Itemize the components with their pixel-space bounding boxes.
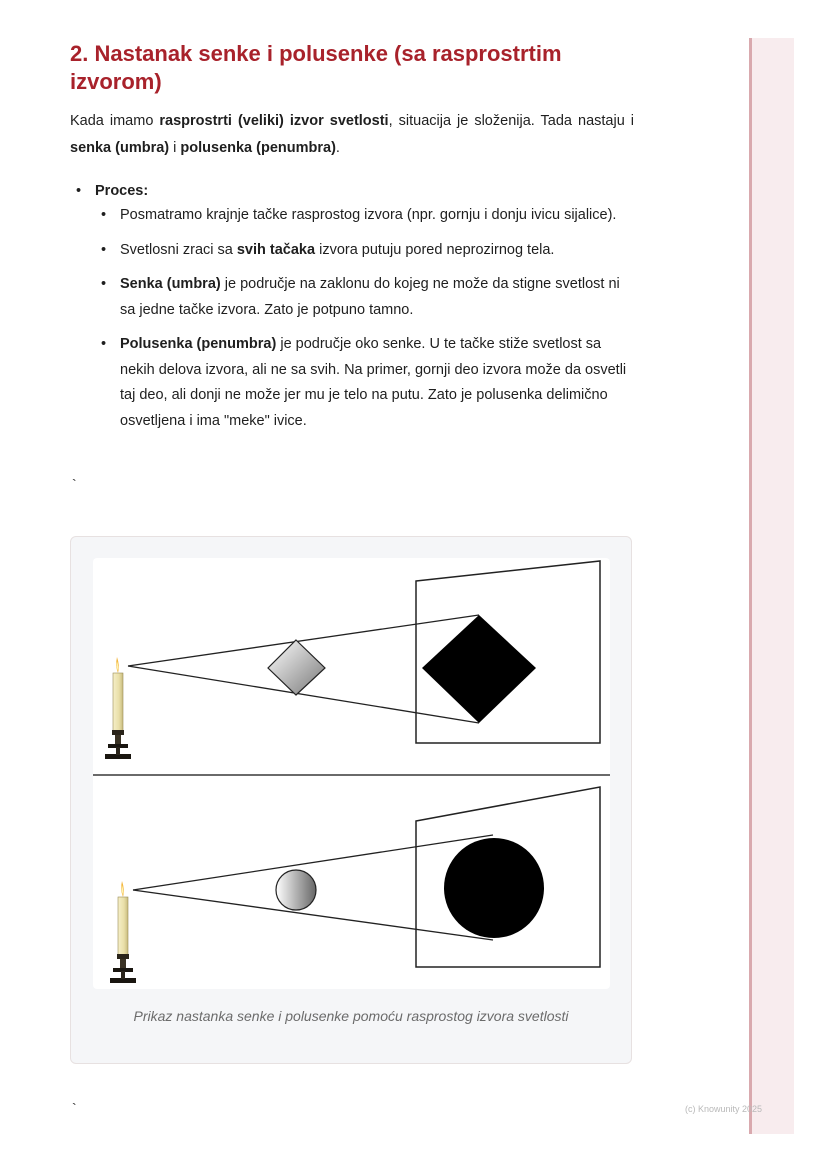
step-text: je područje oko senke. U te tačke stiže svetlost sa nekih delova izvora, ali ne sa svih. Na primer, gornji deo izvora može da osvetli taj deo, ali donji ne može jer mu je telo na putu. Zato je polusenka delimično osvetljena i ima "meke" ivice. (120, 336, 627, 429)
section-title: 2. Nastanak senke i polusenke (sa rasprostrtim izvorom) (70, 41, 562, 94)
shadow-diagram (93, 558, 610, 989)
process-step-4 (95, 332, 634, 434)
side-margin-panel (749, 38, 794, 1134)
process-sublist (95, 203, 634, 434)
step-text: je područje na zaklonu do kojeg ne može da stigne svetlost ni sa jedne tačke izvora. Zato je potpuno tamno. (120, 276, 620, 318)
stray-backtick: ` (72, 476, 77, 492)
intro-text: , situacija je složenija. Tada nastaju i (388, 113, 634, 129)
candle-icon-top (105, 657, 131, 759)
step-bold: svih tačaka (236, 241, 316, 258)
figure-box (70, 536, 632, 1064)
stray-backtick: ` (72, 1100, 77, 1116)
main-content (70, 38, 634, 443)
sphere-object (276, 870, 316, 910)
step-text: Svetlosni zraci sa (120, 241, 237, 258)
process-step-3 (95, 272, 634, 323)
process-list-item (70, 179, 634, 434)
intro-text: i (169, 140, 181, 156)
footer-copyright: (c) Knowunity 2025 (685, 1104, 763, 1114)
circle-shadow (444, 838, 544, 938)
step-text: Posmatramo krajnje tačke rasprostog izvora (npr. gornju i donju ivicu sijalice). (120, 207, 617, 223)
process-list (70, 179, 634, 434)
process-heading: Proces: (95, 183, 149, 199)
process-step-1 (95, 203, 634, 229)
intro-paragraph (70, 108, 634, 162)
intro-text: Kada imamo (70, 113, 160, 129)
shadow-diagram-image (93, 558, 610, 989)
step-text: izvora putuju pored neprozirnog tela. (315, 241, 555, 258)
intro-bold-penumbra: polusenka (penumbra) (180, 140, 336, 156)
intro-bold-umbra: senka (umbra) (70, 140, 170, 156)
step-bold: Polusenka (penumbra) (120, 336, 277, 352)
intro-bold-source: rasprostrti (veliki) izvor svetlosti (159, 113, 389, 129)
figure-caption: Prikaz nastanka senke i polusenke pomoću rasprostog izvora svetlosti (133, 1008, 569, 1024)
diamond-object (268, 640, 325, 695)
diamond-shadow (422, 615, 536, 723)
step-bold: Senka (umbra) (120, 276, 221, 292)
intro-text: . (335, 140, 340, 156)
process-step-2 (95, 238, 634, 264)
candle-icon-bottom (110, 881, 136, 983)
